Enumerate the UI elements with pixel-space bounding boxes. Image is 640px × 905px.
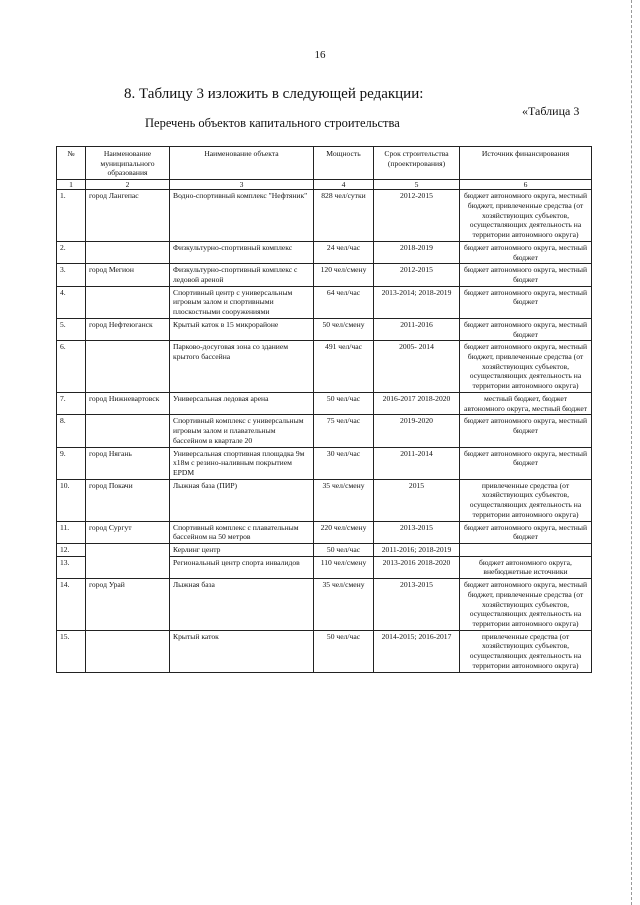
column-number: 5 (374, 180, 460, 190)
object-name: Керлинг центр (170, 543, 314, 556)
row-number: 2. (57, 241, 86, 263)
municipality-cell: город Нефтеюганск (86, 318, 170, 340)
construction-term: 2011-2016 (374, 318, 460, 340)
row-number: 1. (57, 190, 86, 242)
table-row (57, 543, 592, 556)
object-name: Универсальная ледовая арена (170, 392, 314, 414)
table-row (57, 318, 592, 340)
municipality-cell: город Сургут (86, 521, 170, 543)
object-name: Лыжная база (170, 579, 314, 631)
header-num: № (57, 147, 86, 180)
object-name: Физкультурно-спортивный комплекс с ледовой ареной (170, 264, 314, 286)
scan-margin-line (631, 0, 632, 905)
row-number: 9. (57, 447, 86, 479)
column-number: 1 (57, 180, 86, 190)
municipality-cell (86, 543, 170, 556)
column-number-row (57, 180, 592, 190)
object-name: Крытый каток в 15 микрорайоне (170, 318, 314, 340)
construction-term: 2016-2017 2018-2020 (374, 392, 460, 414)
row-number: 4. (57, 286, 86, 318)
table-row (57, 190, 592, 242)
capacity-value: 24 чел/час (314, 241, 374, 263)
capacity-value: 220 чел/смену (314, 521, 374, 543)
municipality-cell: город Покачи (86, 479, 170, 521)
municipality-cell (86, 556, 170, 578)
funding-source: бюджет автономного округа, местный бюджет (460, 415, 592, 447)
object-name: Лыжная база (ПИР) (170, 479, 314, 521)
capacity-value: 50 чел/час (314, 630, 374, 672)
table-reference: «Таблица 3 (522, 104, 580, 118)
table-row (57, 341, 592, 393)
row-number: 5. (57, 318, 86, 340)
funding-source: бюджет автономного округа, внебюджетные источники (460, 556, 592, 578)
funding-source: бюджет автономного округа, местный бюджет, привлеченные средства (от хозяйствующих субъектов, осуществляющих деятельность на территории автономного округа) (460, 341, 592, 393)
funding-source: бюджет автономного округа, местный бюджет (460, 241, 592, 263)
capacity-value: 75 чел/час (314, 415, 374, 447)
row-number: 6. (57, 341, 86, 393)
table-header-row (57, 147, 592, 180)
capacity-value: 64 чел/час (314, 286, 374, 318)
table-row (57, 479, 592, 521)
construction-term: 2013-2014; 2018-2019 (374, 286, 460, 318)
table-row (57, 392, 592, 414)
header-object: Наименование объекта (170, 147, 314, 180)
row-number: 3. (57, 264, 86, 286)
table-row (57, 415, 592, 447)
construction-term: 2011-2014 (374, 447, 460, 479)
construction-term: 2018-2019 (374, 241, 460, 263)
municipality-cell: город Нягань (86, 447, 170, 479)
row-number: 13. (57, 556, 86, 578)
funding-source: бюджет автономного округа, местный бюджет, привлеченные средства (от хозяйствующих субъектов, осуществляющих деятельность на территории автономного округа) (460, 579, 592, 631)
capacity-value: 110 чел/смену (314, 556, 374, 578)
municipality-cell (86, 241, 170, 263)
header-term: Срок строительства (проектирования) (374, 147, 460, 180)
column-number: 4 (314, 180, 374, 190)
funding-source: привлеченные средства (от хозяйствующих субъектов, осуществляющих деятельность на территории автономного округа) (460, 479, 592, 521)
funding-source: бюджет автономного округа, местный бюджет, привлеченные средства (от хозяйствующих субъектов, осуществляющих деятельность на территории автономного округа) (460, 190, 592, 242)
row-number: 8. (57, 415, 86, 447)
capacity-value: 30 чел/час (314, 447, 374, 479)
construction-term: 2013-2016 2018-2020 (374, 556, 460, 578)
capacity-value: 35 чел/смену (314, 579, 374, 631)
construction-term: 2015 (374, 479, 460, 521)
object-name: Спортивный комплекс с плавательным бассейном на 50 метров (170, 521, 314, 543)
row-number: 15. (57, 630, 86, 672)
municipality-cell (86, 341, 170, 393)
construction-term: 2011-2016; 2018-2019 (374, 543, 460, 556)
construction-term: 2014-2015; 2016-2017 (374, 630, 460, 672)
header-municipality: Наименование муниципального образования (86, 147, 170, 180)
table-row (57, 556, 592, 578)
object-name: Региональный центр спорта инвалидов (170, 556, 314, 578)
funding-source: бюджет автономного округа, местный бюджет (460, 264, 592, 286)
capacity-value: 35 чел/смену (314, 479, 374, 521)
table-row (57, 286, 592, 318)
table-row (57, 241, 592, 263)
object-name: Спортивный центр с универсальным игровым залом и спортивными плоскостными сооружениями (170, 286, 314, 318)
row-number: 12. (57, 543, 86, 556)
table-row (57, 447, 592, 479)
row-number: 11. (57, 521, 86, 543)
capital-construction-table (56, 146, 592, 673)
capacity-value: 120 чел/смену (314, 264, 374, 286)
page-number: 16 (314, 49, 326, 61)
column-number: 3 (170, 180, 314, 190)
municipality-cell: город Лангепас (86, 190, 170, 242)
construction-term: 2013-2015 (374, 579, 460, 631)
funding-source: местный бюджет, бюджет автономного округа, местный бюджет (460, 392, 592, 414)
municipality-cell: город Нижневартовск (86, 392, 170, 414)
object-name: Водно-спортивный комплекс "Нефтяник" (170, 190, 314, 242)
funding-source: привлеченные средства (от хозяйствующих субъектов, осуществляющих деятельность на территории автономного округа) (460, 630, 592, 672)
table-row (57, 579, 592, 631)
construction-term: 2005- 2014 (374, 341, 460, 393)
header-source: Источник финансирования (460, 147, 592, 180)
table-title: Перечень объектов капитального строительства (145, 116, 400, 130)
object-name: Спортивный комплекс с универсальным игровым залом и плавательным бассейном в квартале 20 (170, 415, 314, 447)
municipality-cell (86, 415, 170, 447)
table-row (57, 630, 592, 672)
capacity-value: 491 чел/час (314, 341, 374, 393)
construction-term: 2019-2020 (374, 415, 460, 447)
capacity-value: 50 чел/час (314, 392, 374, 414)
capacity-value: 828 чел/сутки (314, 190, 374, 242)
column-number: 6 (460, 180, 592, 190)
object-name: Физкультурно-спортивный комплекс (170, 241, 314, 263)
column-number: 2 (86, 180, 170, 190)
funding-source: бюджет автономного округа, местный бюджет (460, 318, 592, 340)
funding-source: бюджет автономного округа, местный бюджет (460, 286, 592, 318)
municipality-cell: город Мегион (86, 264, 170, 286)
municipality-cell (86, 630, 170, 672)
header-capacity: Мощность (314, 147, 374, 180)
table-row (57, 521, 592, 543)
municipality-cell (86, 286, 170, 318)
construction-term: 2012-2015 (374, 190, 460, 242)
municipality-cell: город Урай (86, 579, 170, 631)
funding-source (460, 543, 592, 556)
object-name: Крытый каток (170, 630, 314, 672)
row-number: 7. (57, 392, 86, 414)
capacity-value: 50 чел/час (314, 543, 374, 556)
funding-source: бюджет автономного округа, местный бюджет (460, 521, 592, 543)
object-name: Парково-досуговая зона со зданием крытого бассейна (170, 341, 314, 393)
section-heading: 8. Таблицу 3 изложить в следующей редакции: (124, 86, 424, 102)
construction-term: 2012-2015 (374, 264, 460, 286)
row-number: 10. (57, 479, 86, 521)
object-name: Универсальная спортивная площадка 9м х18м с резино-наливным покрытием EPDM (170, 447, 314, 479)
capacity-value: 50 чел/смену (314, 318, 374, 340)
table-row (57, 264, 592, 286)
construction-term: 2013-2015 (374, 521, 460, 543)
funding-source: бюджет автономного округа, местный бюджет (460, 447, 592, 479)
row-number: 14. (57, 579, 86, 631)
